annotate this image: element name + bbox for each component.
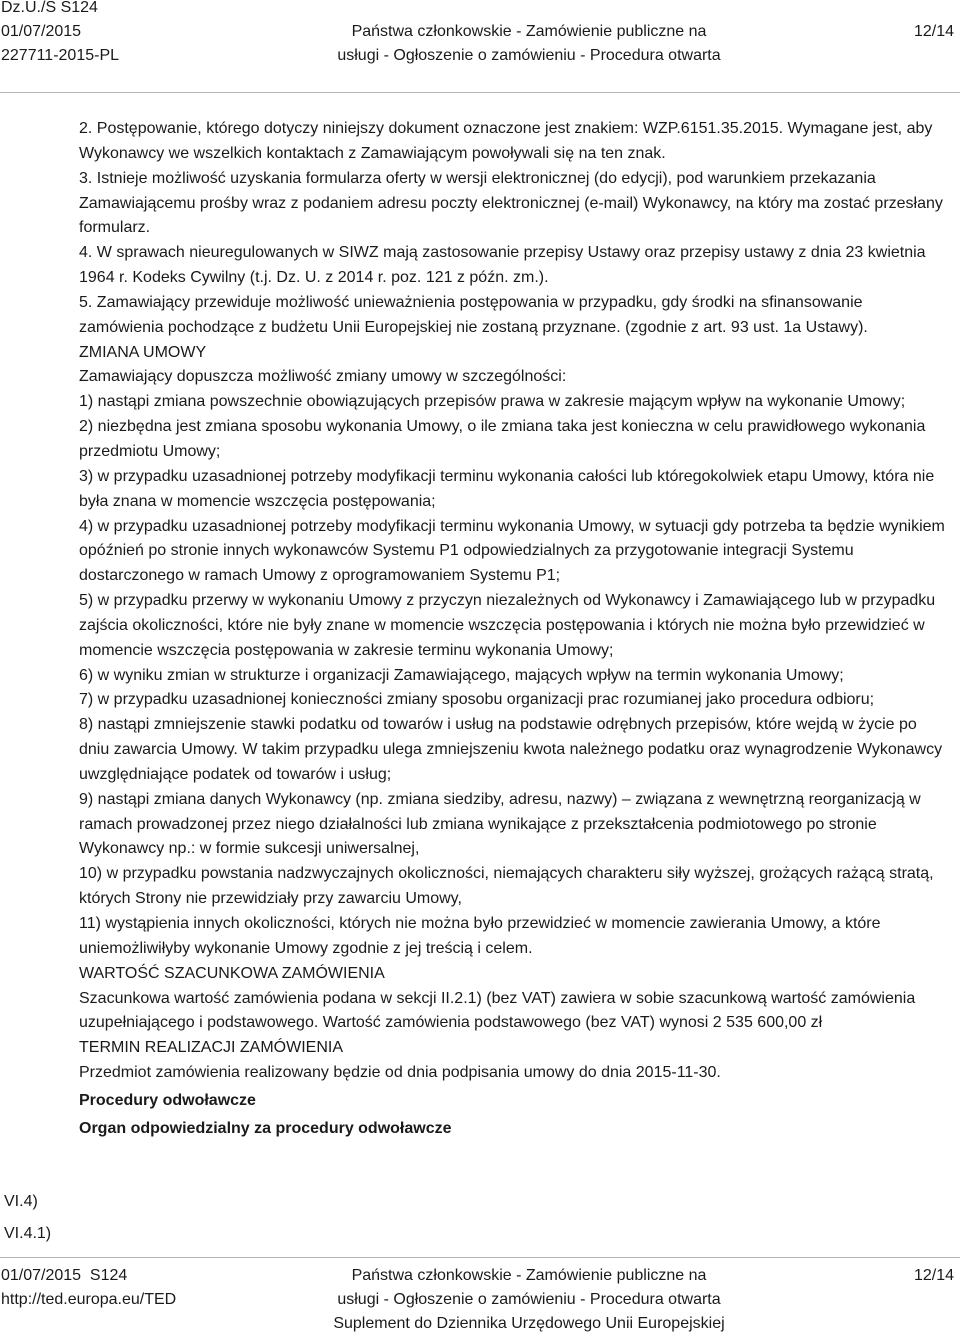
page-footer xyxy=(0,1264,960,1334)
list-item-9: 9) nastąpi zmiana danych Wykonawcy (np. zmiana siedziby, adresu, nazwy) – związana z wewnętrzną reorganizacją w ramach prowadzonej przez niego działalności lub zmiana wynikające z przekształcenia podmiotowego po stronie Wykonawcy np.: w formie sukcesji uniwersalnej, xyxy=(79,790,921,858)
paragraph-5: 5. Zamawiający przewiduje możliwość unieważnienia postępowania w przypadku, gdy środki na sfinansowanie zamówienia pochodzące z budżetu Unii Europejskiej nie zostaną przyznane. (zgodnie z art. 93 ust. 1a Ustawy). xyxy=(79,293,868,336)
header-title-line2: usługi - Ogłoszenie o zamówieniu - Procedura otwarta xyxy=(337,47,721,64)
page-header xyxy=(0,0,960,68)
list-item-5: 5) w przypadku przerwy w wykonaniu Umowy z przyczyn niezależnych od Wykonawcy i Zamawiającego lub w przypadku zajścia okoliczności, które nie były znane w momencie wszczęcia postępowania i których nie można było przewidzieć w momencie wszczęcia postępowania w zakresie terminu wykonania Umowy; xyxy=(79,592,936,659)
list-item-10: 10) w przypadku powstania nadzwyczajnych okoliczności, niemających charakteru siły wyższej, grożących rażącą stratą, których Strony nie przewidziały przy zawarciu Umowy, xyxy=(79,865,934,908)
list-item-8: 8) nastąpi zmniejszenie stawki podatku od towarów i usług na podstawie odrębnych przepisów, które wejdą w życie po dniu zawarcia Umowy. W takim przypadku ulega zmniejszeniu kwota należnego podatku oraz wynagrodzenie Wykonawcy uwzględniające podatek od towarów i usług; xyxy=(79,716,943,783)
footer-title-line3: Suplement do Dziennika Urzędowego Unii Europejskiej xyxy=(333,1315,725,1332)
list-item-2: 2) niezbędna jest zmiana sposobu wykonania Umowy, o ile zmiana taka jest konieczna w celu prawidłowego wykonania przedmiotu Umowy; xyxy=(79,418,926,460)
list-item-7: 7) w przypadku uzasadnionej konieczności zmiany sposobu organizacji prac rozumianej jako procedura odbioru; xyxy=(79,691,875,709)
footer-title-line1: Państwa członkowskie - Zamówienie publiczne na xyxy=(351,1267,707,1284)
paragraph-termin: Przedmiot zamówienia realizowany będzie od dnia podpisania umowy do dnia 2015-11-30. xyxy=(79,1064,721,1082)
footer-date: 01/07/2015 xyxy=(1,1267,82,1284)
document-body xyxy=(79,117,947,1142)
header-journal: Dz.U./S S124 xyxy=(1,0,98,16)
footer-page-number: 12/14 xyxy=(913,1267,954,1284)
section-title-organ: Organ odpowiedzialny za procedury odwoławcze xyxy=(79,1119,452,1137)
paragraph-4: 4. W sprawach nieuregulowanych w SIWZ mają zastosowanie przepisy Ustawy oraz przepisy ustawy z dnia 23 kwietnia 1964 r. Kodeks Cywilny (t.j. Dz. U. z 2014 r. poz. 121 z późn. zm.). xyxy=(79,244,926,287)
section-title-procedury: Procedury odwoławcze xyxy=(79,1091,256,1109)
footer-journal-issue: S124 xyxy=(89,1267,128,1284)
paragraph-wartosc: Szacunkowa wartość zamówienia podana w sekcji II.2.1) (bez VAT) zawiera w sobie szacunkową wartość zamówienia uzupełniającego i podstawowego. Wartość zamówienia podstawowego (bez VAT) wynosi 2 535 600,00 zł xyxy=(79,989,916,1032)
heading-zmiana-umowy: ZMIANA UMOWY xyxy=(79,343,207,361)
header-date: 01/07/2015 xyxy=(1,23,82,40)
header-title xyxy=(300,0,758,68)
list-item-11: 11) wystąpienia innych okoliczności, których nie można było przewidzieć w momencie zawierania Umowy, a które uniemożliwiłyby wykonanie Umowy zgodnie z jej treścią i celem. xyxy=(79,915,881,957)
header-meta xyxy=(1,0,119,68)
footer-title xyxy=(300,1264,758,1336)
header-divider xyxy=(0,92,960,93)
paragraph-2: 2. Postępowanie, którego dotyczy niniejszy dokument oznaczone jest znakiem: WZP.6151.35.2015. Wymagane jest, aby Wykonawcy we wszelkich kontaktach z Zamawiającym powoływali się na ten znak. xyxy=(79,120,933,162)
section-number-vi41: VI.4.1) xyxy=(4,1225,52,1242)
paragraph-3: 3. Istnieje możliwość uzyskania formularza oferty w wersji elektronicznej (do edycji), pod warunkiem przekazania Zamawiającemu prośby wraz z podaniem adresu poczty elektronicznej (e-mail) Wykonawcy, na który ma zostać przesłany formularz. xyxy=(79,169,943,237)
footer-url[interactable]: http://ted.europa.eu/TED xyxy=(1,1291,177,1308)
heading-wartosc: WARTOŚĆ SZACUNKOWA ZAMÓWIENIA xyxy=(79,964,385,982)
list-item-4: 4) w przypadku uzasadnionej potrzeby modyfikacji terminu wykonania Umowy, w sytuacji gdy potrzeba ta będzie wynikiem opóźnień po stronie innych wykonawców Systemu P1 odpowiedzialnych za przygotowanie integracji Systemu dostarczonego w ramach Umowy z oprogramowaniem Systemu P1; xyxy=(79,517,945,585)
heading-termin: TERMIN REALIZACJI ZAMÓWIENIA xyxy=(79,1039,344,1057)
header-title-line1: Państwa członkowskie - Zamówienie publiczne na xyxy=(351,23,707,40)
header-page-number: 12/14 xyxy=(913,23,954,40)
footer-divider xyxy=(0,1257,960,1258)
list-item-1: 1) nastąpi zmiana powszechnie obowiązujących przepisów prawa w zakresie mającym wpływ na wykonanie Umowy; xyxy=(79,393,906,411)
footer-title-line2: usługi - Ogłoszenie o zamówieniu - Procedura otwarta xyxy=(337,1291,721,1308)
footer-meta xyxy=(1,1264,176,1312)
section-number-vi4: VI.4) xyxy=(4,1193,38,1210)
list-item-3: 3) w przypadku uzasadnionej potrzeby modyfikacji terminu wykonania całości lub któregokolwiek etapu Umowy, która nie była znana w momencie wszczęcia postępowania; xyxy=(79,467,935,510)
list-item-6: 6) w wyniku zmian w strukturze i organizacji Zamawiającego, mających wpływ na termin wykonania Umowy; xyxy=(79,666,844,684)
paragraph-zmiana-intro: Zamawiający dopuszcza możliwość zmiany umowy w szczególności: xyxy=(79,368,567,386)
header-doc-id: 227711-2015-PL xyxy=(1,47,120,64)
